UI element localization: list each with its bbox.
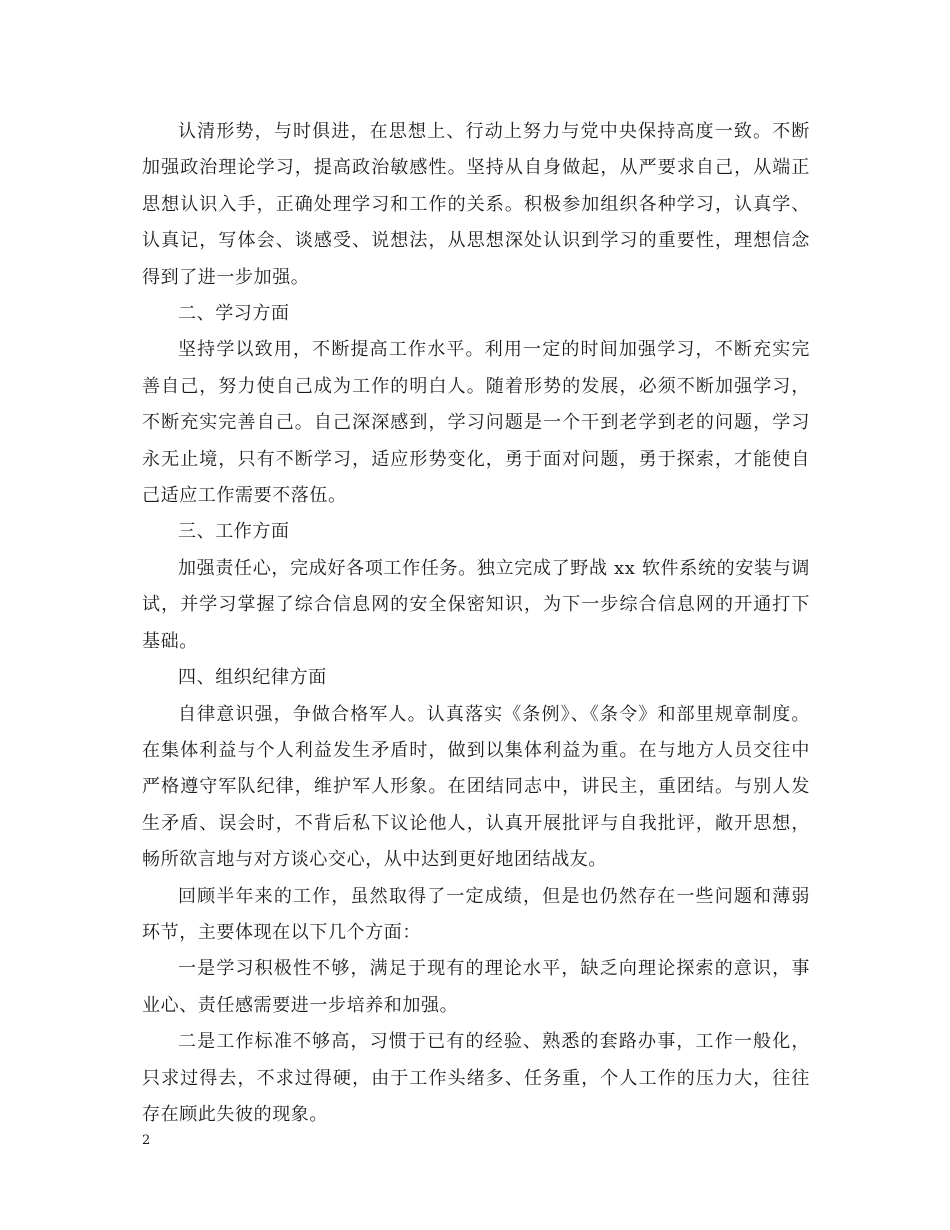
paragraph-problem-one: 一是学习积极性不够，满足于现有的理论水平，缺乏向理论探索的意识，事业心、责任感需要进一步培养和加强。 [142, 958, 810, 1016]
section-heading-work: 三、工作方面 [178, 521, 290, 543]
document-body [142, 114, 810, 1133]
page-number: 2 [142, 1133, 151, 1148]
section-heading-study: 二、学习方面 [178, 303, 290, 325]
paragraph-discipline: 自律意识强，争做合格军人。认真落实《条例》、《条令》和部里规章制度。在集体利益与个人利益发生矛盾时，做到以集体利益为重。在与地方人员交往中严格遵守军队纪律，维护军人形象。在团结同志中，讲民主，重团结。与别人发生矛盾、误会时，不背后私下议论他人，认真开展批评与自我批评，敞开思想，畅所欲言地与对方谈心交心，从中达到更好地团结战友。 [142, 703, 810, 871]
paragraph-problem-two: 二是工作标准不够高，习惯于已有的经验、熟悉的套路办事，工作一般化，只求过得去，不求过得硬，由于工作头绪多、任务重，个人工作的压力大，往往存在顾此失彼的现象。 [142, 1031, 810, 1125]
section-heading-discipline: 四、组织纪律方面 [178, 667, 327, 689]
paragraph-study: 坚持学以致用，不断提高工作水平。利用一定的时间加强学习，不断充实完善自己，努力使自己成为工作的明白人。随着形势的发展，必须不断加强学习，不断充实完善自己。自己深深感到，学习问题是一个干到老学到老的问题，学习永无止境，只有不断学习，适应形势变化，勇于面对问题，勇于探索，才能使自己适应工作需要不落伍。 [142, 339, 810, 507]
paragraph-review: 回顾半年来的工作，虽然取得了一定成绩，但是也仍然存在一些问题和薄弱环节，主要体现在以下几个方面： [142, 885, 810, 943]
paragraph-political-study: 认清形势，与时俱进，在思想上、行动上努力与党中央保持高度一致。不断加强政治理论学习，提高政治敏感性。坚持从自身做起，从严要求自己，从端正思想认识入手，正确处理学习和工作的关系。积极参加组织各种学习，认真学、认真记，写体会、谈感受、说想法，从思想深处认识到学习的重要性，理想信念得到了进一步加强。 [142, 121, 810, 288]
paragraph-work: 加强责任心，完成好各项工作任务。独立完成了野战 xx 软件系统的安装与调试，并学习掌握了综合信息网的安全保密知识，为下一步综合信息网的开通打下基础。 [142, 557, 810, 652]
